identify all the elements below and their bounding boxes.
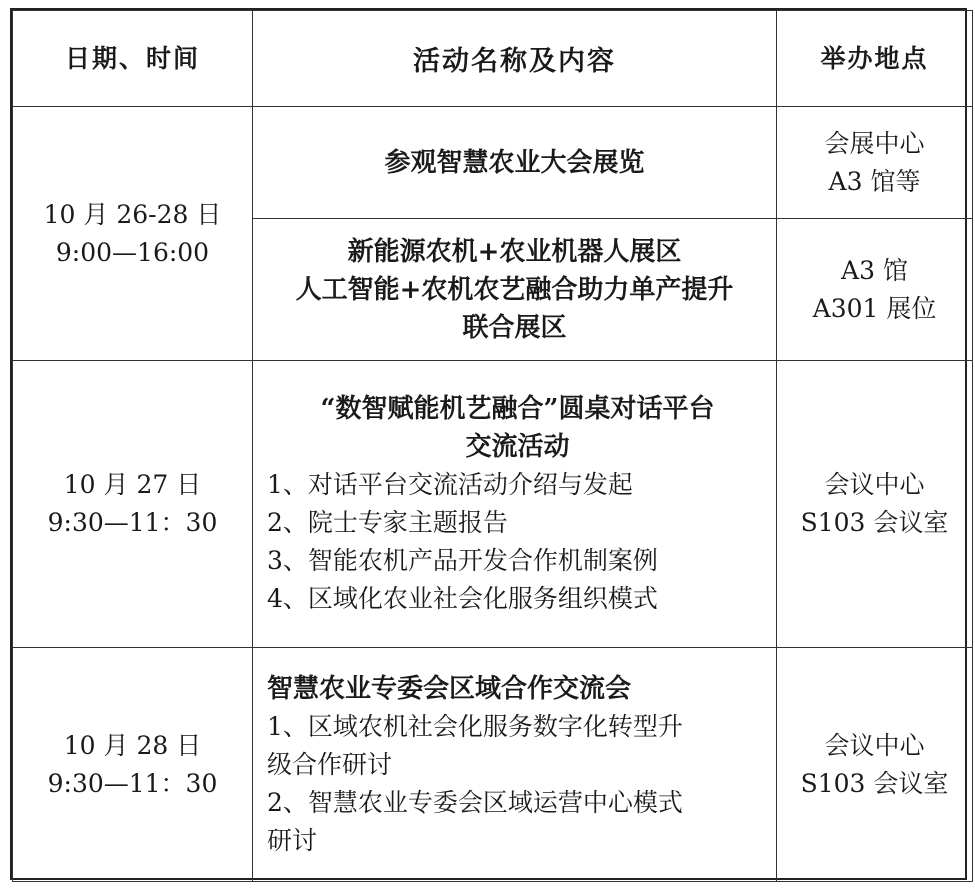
- venue-cell: [777, 219, 973, 361]
- activity-title: “数智赋能机艺融合”圆桌对话平台: [320, 394, 715, 424]
- table-row: [13, 648, 973, 882]
- venue-line: 会议中心: [824, 470, 925, 499]
- venue-line: A301 展位: [812, 293, 937, 323]
- venue-cell: [777, 648, 973, 882]
- activity-item: 2、院士专家主题报告: [267, 508, 508, 537]
- table-row: [13, 361, 973, 648]
- date-text: 10 月 28 日: [63, 730, 202, 760]
- time-text: 9:30—11：30: [47, 768, 218, 798]
- time-text: 9:30—11：30: [47, 508, 218, 537]
- activity-title: 人工智能+农机农艺融合助力单产提升: [295, 274, 734, 305]
- activity-item: 3、智能农机产品开发合作机制案例: [267, 546, 658, 575]
- activity-item: 1、对话平台交流活动介绍与发起: [267, 470, 633, 499]
- venue-line: A3 馆: [841, 255, 908, 285]
- activity-cell: [253, 648, 777, 882]
- activity-item: 级合作研讨: [267, 749, 393, 779]
- activity-title: 交流活动: [465, 432, 570, 462]
- time-text: 9:00—16:00: [55, 237, 210, 267]
- venue-line: 会展中心: [824, 128, 925, 158]
- venue-line: 会议中心: [824, 730, 925, 760]
- venue-cell: [777, 361, 973, 648]
- activity-block: [253, 670, 776, 860]
- venue-line: S103 会议室: [800, 768, 949, 798]
- activity-item: 研讨: [267, 825, 318, 855]
- venue-line: A3 馆等: [828, 166, 921, 196]
- date-cell: [13, 107, 253, 361]
- activity-cell: [253, 107, 777, 219]
- date-cell: [13, 361, 253, 648]
- header-date-time: 日期、时间: [13, 11, 253, 107]
- header-activity: 活动名称及内容: [253, 11, 777, 107]
- activity-cell: [253, 361, 777, 648]
- activity-block: [253, 390, 776, 618]
- table-row: [13, 107, 973, 219]
- activity-title: 联合展区: [462, 312, 567, 343]
- activity-item: 2、智慧农业专委会区域运营中心模式: [267, 787, 683, 817]
- activity-title: 新能源农机+农业机器人展区: [347, 236, 682, 267]
- date-text: 10 月 27 日: [63, 470, 202, 499]
- date-cell: [13, 648, 253, 882]
- venue-cell: [777, 107, 973, 219]
- header-venue: 举办地点: [777, 11, 973, 107]
- venue-line: S103 会议室: [800, 508, 949, 537]
- activity-item: 1、区域农机社会化服务数字化转型升: [267, 711, 683, 741]
- schedule-table: [12, 10, 973, 882]
- date-text: 10 月 26-28 日: [43, 199, 222, 229]
- activity-title: 智慧农业专委会区域合作交流会: [267, 673, 632, 704]
- schedule-document: [10, 8, 967, 880]
- table-header-row: [13, 11, 973, 107]
- activity-item: 4、区域化农业社会化服务组织模式: [267, 584, 658, 613]
- activity-title: 参观智慧农业大会展览: [384, 147, 645, 178]
- activity-cell: [253, 219, 777, 361]
